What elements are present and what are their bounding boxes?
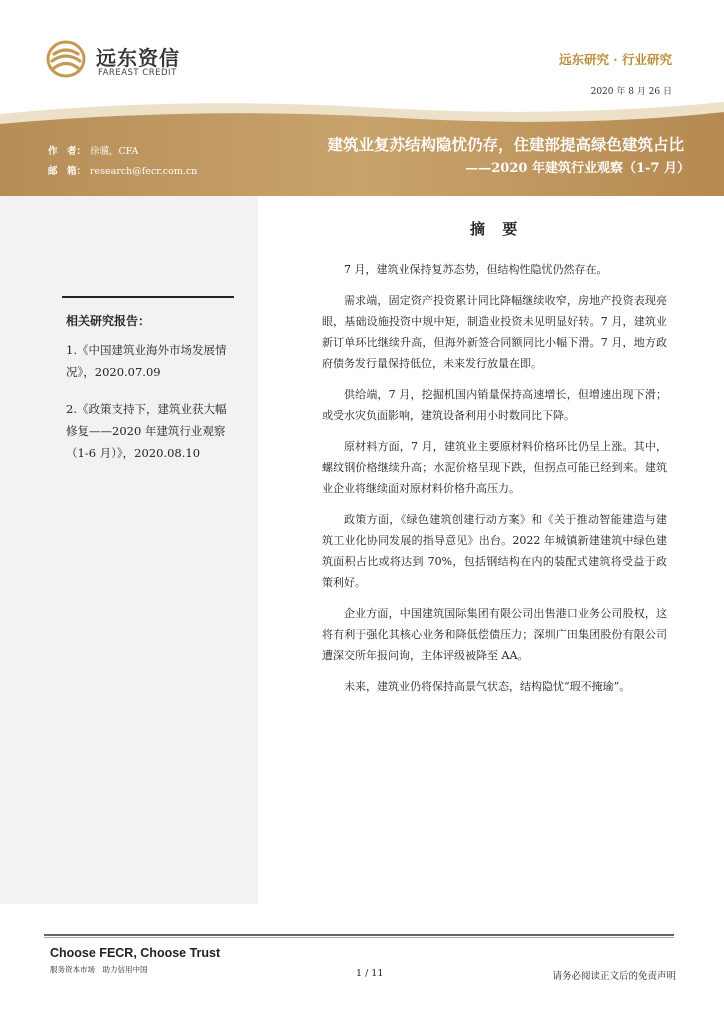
related-reports-title: 相关研究报告：: [66, 314, 151, 328]
footer-disclaimer: 请务必阅读正文后的免责声明: [552, 971, 676, 982]
summary-paragraph: 供给端，7 月，挖掘机国内销量保持高速增长，但增速出现下滑；或受水灾负面影响，建筑设备利用小时数同比下降。: [322, 388, 667, 422]
report-subtitle: ——2020 年建筑行业观察（1-7 月）: [465, 161, 690, 176]
footer-slogan-en: Choose FECR, Choose Trust: [50, 946, 221, 960]
sidebar-divider: [62, 296, 234, 298]
summary-paragraph: 7 月，建筑业保持复苏态势，但结构性隐忧仍然存在。: [344, 263, 608, 276]
logo-text-en: FAREAST CREDIT: [98, 68, 177, 78]
author-name: 徐骥，CFA: [90, 146, 139, 157]
page-number: 1 / 11: [356, 968, 384, 979]
sidebar: [0, 196, 258, 904]
report-date: 2020 年 8 月 26 日: [590, 87, 672, 97]
email-line: [48, 163, 197, 177]
author-line: [48, 143, 138, 157]
author-label: 作 者：: [48, 146, 87, 157]
summary-body: [322, 259, 667, 707]
footer-divider: [44, 934, 674, 936]
summary-paragraph: 政策方面，《绿色建筑创建行动方案》和《关于推动智能建造与建筑工业化协同发展的指导意见》出台。2022 年城镇新建建筑中绿色建筑面积占比或将达到 70%，包括钢结构在内的装配式建筑将受益于政策利好。: [322, 513, 667, 589]
report-series: 远东研究 · 行业研究: [558, 52, 672, 67]
summary-paragraph: 未来，建筑业仍将保持高景气状态，结构隐忧“瑕不掩瑜”。: [344, 680, 631, 693]
footer-divider-thin: [44, 937, 674, 938]
report-title: 建筑业复苏结构隐忧仍存，住建部提高绿色建筑占比: [327, 135, 684, 154]
summary-paragraph: 企业方面，中国建筑国际集团有限公司出售港口业务公司股权，这将有利于强化其核心业务和降低偿债压力；深圳广田集团股份有限公司遭深交所年报问询，主体评级被降至 AA。: [322, 607, 667, 662]
company-logo: [44, 38, 194, 82]
fareast-credit-logo-icon: [44, 38, 90, 82]
related-report-item[interactable]: 1.《中国建筑业海外市场发展情况》，2020.07.09: [66, 343, 227, 379]
related-report-item[interactable]: 2.《政策支持下，建筑业获大幅修复——2020 年建筑行业观察（1-6 月）》，2020.08.10: [66, 402, 227, 460]
footer-slogan-cn: 服务资本市场 助力信用中国: [50, 965, 148, 974]
summary-paragraph: 原材料方面，7 月，建筑业主要原材料价格环比仍呈上涨。其中，螺纹钢价格继续升高；水泥价格呈现下跌，但拐点可能已经到来。建筑业企业将继续面对原材料价格升高压力。: [322, 440, 667, 495]
logo-text-cn: 远东资信: [96, 46, 180, 70]
email-label: 邮 箱：: [48, 166, 87, 177]
summary-heading: 摘 要: [470, 220, 524, 238]
summary-paragraph: 需求端，固定资产投资累计同比降幅继续收窄，房地产投资表现亮眼，基础设施投资中规中矩，制造业投资未见明显好转。7 月，建筑业新订单环比继续升高，但海外新签合同额同比小幅下滑。7 月，地方政府债务发行量保持低位，未来发行放量在即。: [322, 294, 667, 370]
email-address[interactable]: research@fecr.com.cn: [90, 166, 198, 177]
